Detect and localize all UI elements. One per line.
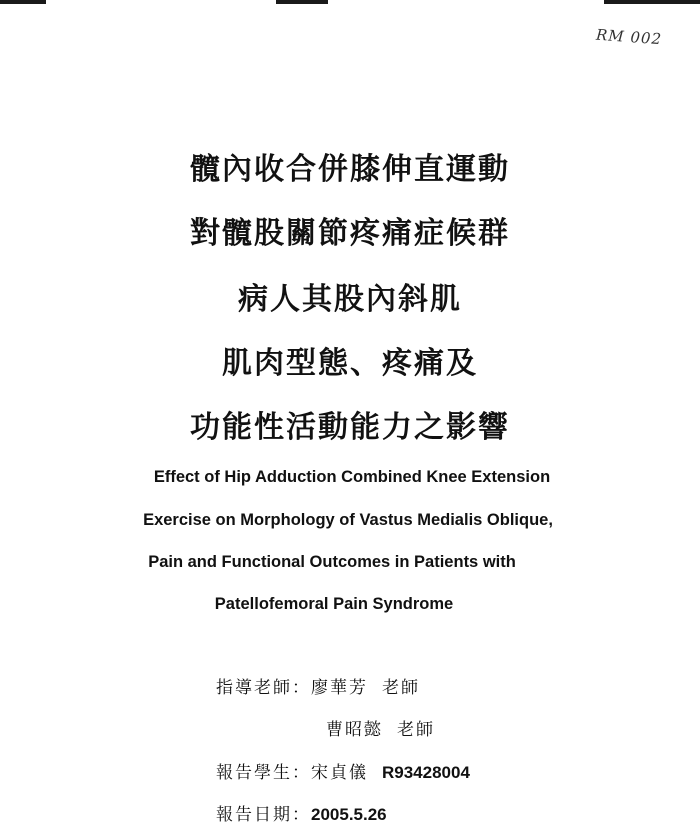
advisor-title-secondary: 老師 <box>397 720 435 740</box>
advisor-row-primary <box>216 676 420 700</box>
scan-mark-right <box>604 0 700 4</box>
report-date-row <box>216 803 387 827</box>
chinese-title-line-1: 髖內收合併膝伸直運動 <box>190 152 510 187</box>
english-title-line-1: Effect of Hip Adduction Combined Knee Extension <box>153 468 551 486</box>
handwritten-document-code: RM 002 <box>595 25 663 49</box>
chinese-title-line-5: 功能性活動能力之影響 <box>190 410 510 445</box>
chinese-title-line-4: 肌肉型態、疼痛及 <box>222 346 478 381</box>
report-date-label: 報告日期： <box>216 805 311 825</box>
chinese-title-line-3: 病人其股內斜肌 <box>238 282 462 317</box>
advisor-name-secondary: 曹昭懿 <box>326 720 383 740</box>
report-date-value: 2005.5.26 <box>311 805 387 824</box>
english-title-line-4: Patellofemoral Pain Syndrome <box>214 595 454 613</box>
student-row <box>216 761 470 785</box>
advisor-title-primary: 老師 <box>382 678 420 698</box>
scan-mark-left <box>0 0 46 4</box>
scan-mark-center <box>276 0 328 4</box>
student-name: 宋貞儀 <box>311 763 368 783</box>
advisor-name-primary: 廖華芳 <box>311 678 368 698</box>
english-title-line-3: Pain and Functional Outcomes in Patients with <box>148 553 516 571</box>
advisor-label: 指導老師： <box>216 678 311 698</box>
chinese-title-line-2: 對髖股關節疼痛症候群 <box>190 216 510 251</box>
student-label: 報告學生： <box>216 763 311 783</box>
advisor-row-secondary <box>326 718 435 742</box>
english-title-line-2: Exercise on Morphology of Vastus Medialis Oblique, <box>143 511 553 529</box>
student-id: R93428004 <box>382 763 470 782</box>
